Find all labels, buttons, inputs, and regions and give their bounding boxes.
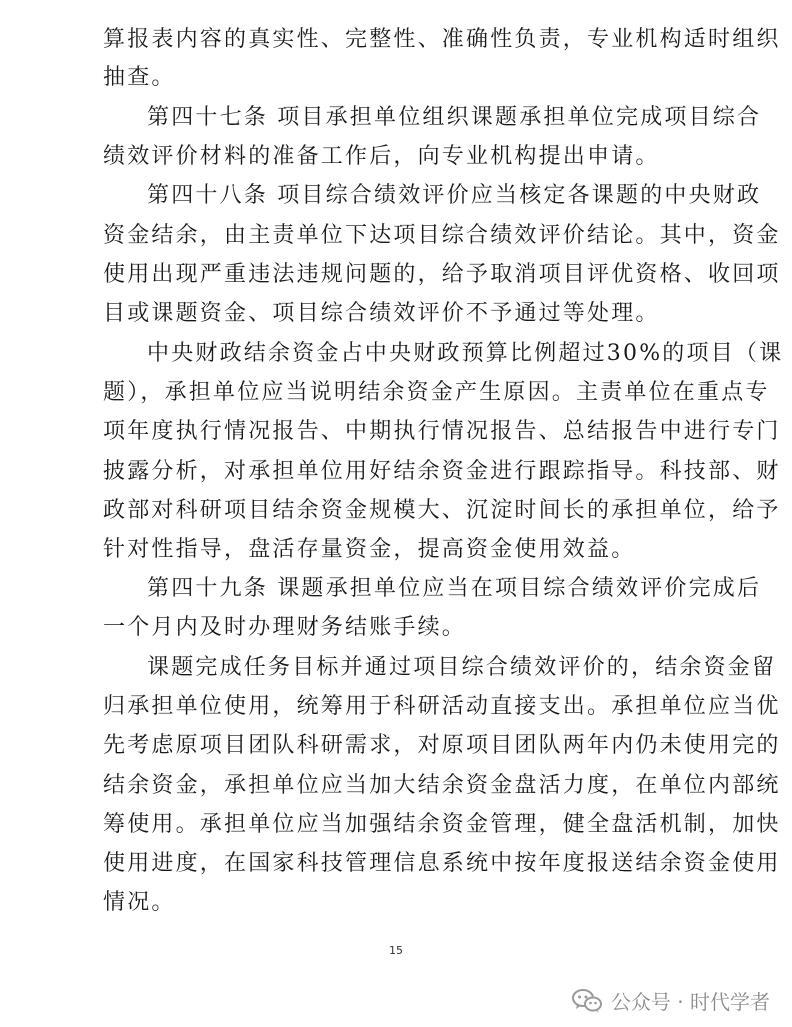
text-line: 项年度执行情况报告、中期执行情况报告、总结报告中进行专门 xyxy=(103,419,781,444)
page-number: 15 xyxy=(389,944,403,957)
text-line: 目或课题资金、项目综合绩效评价不予通过等处理。 xyxy=(103,301,660,326)
text-line: 资金结余，由主责单位下达项目综合绩效评价结论。其中，资金 xyxy=(103,223,781,248)
text-line: 归承担单位使用，统筹用于科研活动直接支出。承担单位应当优 xyxy=(103,694,781,719)
text-line: 披露分析，对承担单位用好结余资金进行跟踪指导。科技部、财 xyxy=(103,459,781,484)
text-line: 一个月内及时办理财务结账手续。 xyxy=(103,615,467,640)
text-line: 题），承担单位应当说明结余资金产生原因。主责单位在重点专 xyxy=(103,380,770,405)
text-line: 情况。 xyxy=(103,890,176,915)
text-line: 绩效评价材料的准备工作后，向专业机构提出申请。 xyxy=(103,144,660,169)
wechat-icon xyxy=(571,988,603,1014)
text-line: 政部对科研项目结余资金规模大、沉淀时间长的承担单位，给予 xyxy=(103,498,781,523)
text-line: 使用出现严重违法违规问题的，给予取消项目评优资格、收回项 xyxy=(103,262,781,287)
text-line: 第四十八条 项目综合绩效评价应当核定各课题的中央财政 xyxy=(147,183,762,208)
watermark xyxy=(571,986,770,1015)
text-line: 课题完成任务目标并通过项目综合绩效评价的，结余资金留 xyxy=(147,655,777,680)
text-line: 中央财政结余资金占中央财政预算比例超过30%的项目（课 xyxy=(147,341,784,366)
text-line: 抽查。 xyxy=(103,65,176,90)
text-line: 结余资金，承担单位应当加大结余资金盘活力度，在单位内部统 xyxy=(103,773,781,798)
text-line: 针对性指导，盘活存量资金，提高资金使用效益。 xyxy=(103,537,636,562)
text-line: 第四十七条 项目承担单位组织课题承担单位完成项目综合 xyxy=(147,105,762,130)
text-line: 第四十九条 课题承担单位应当在项目综合绩效评价完成后 xyxy=(147,576,762,601)
text-line: 算报表内容的真实性、完整性、准确性负责，专业机构适时组织 xyxy=(103,27,781,52)
text-line: 先考虑原项目团队科研需求，对原项目团队两年内仍未使用完的 xyxy=(103,733,781,758)
watermark-text: 公众号 · 时代学者 xyxy=(610,990,770,1014)
text-line: 筹使用。承担单位应当加强结余资金管理，健全盘活机制，加快 xyxy=(103,812,781,837)
text-line: 使用进度，在国家科技管理信息系统中按年度报送结余资金使用 xyxy=(103,851,781,876)
